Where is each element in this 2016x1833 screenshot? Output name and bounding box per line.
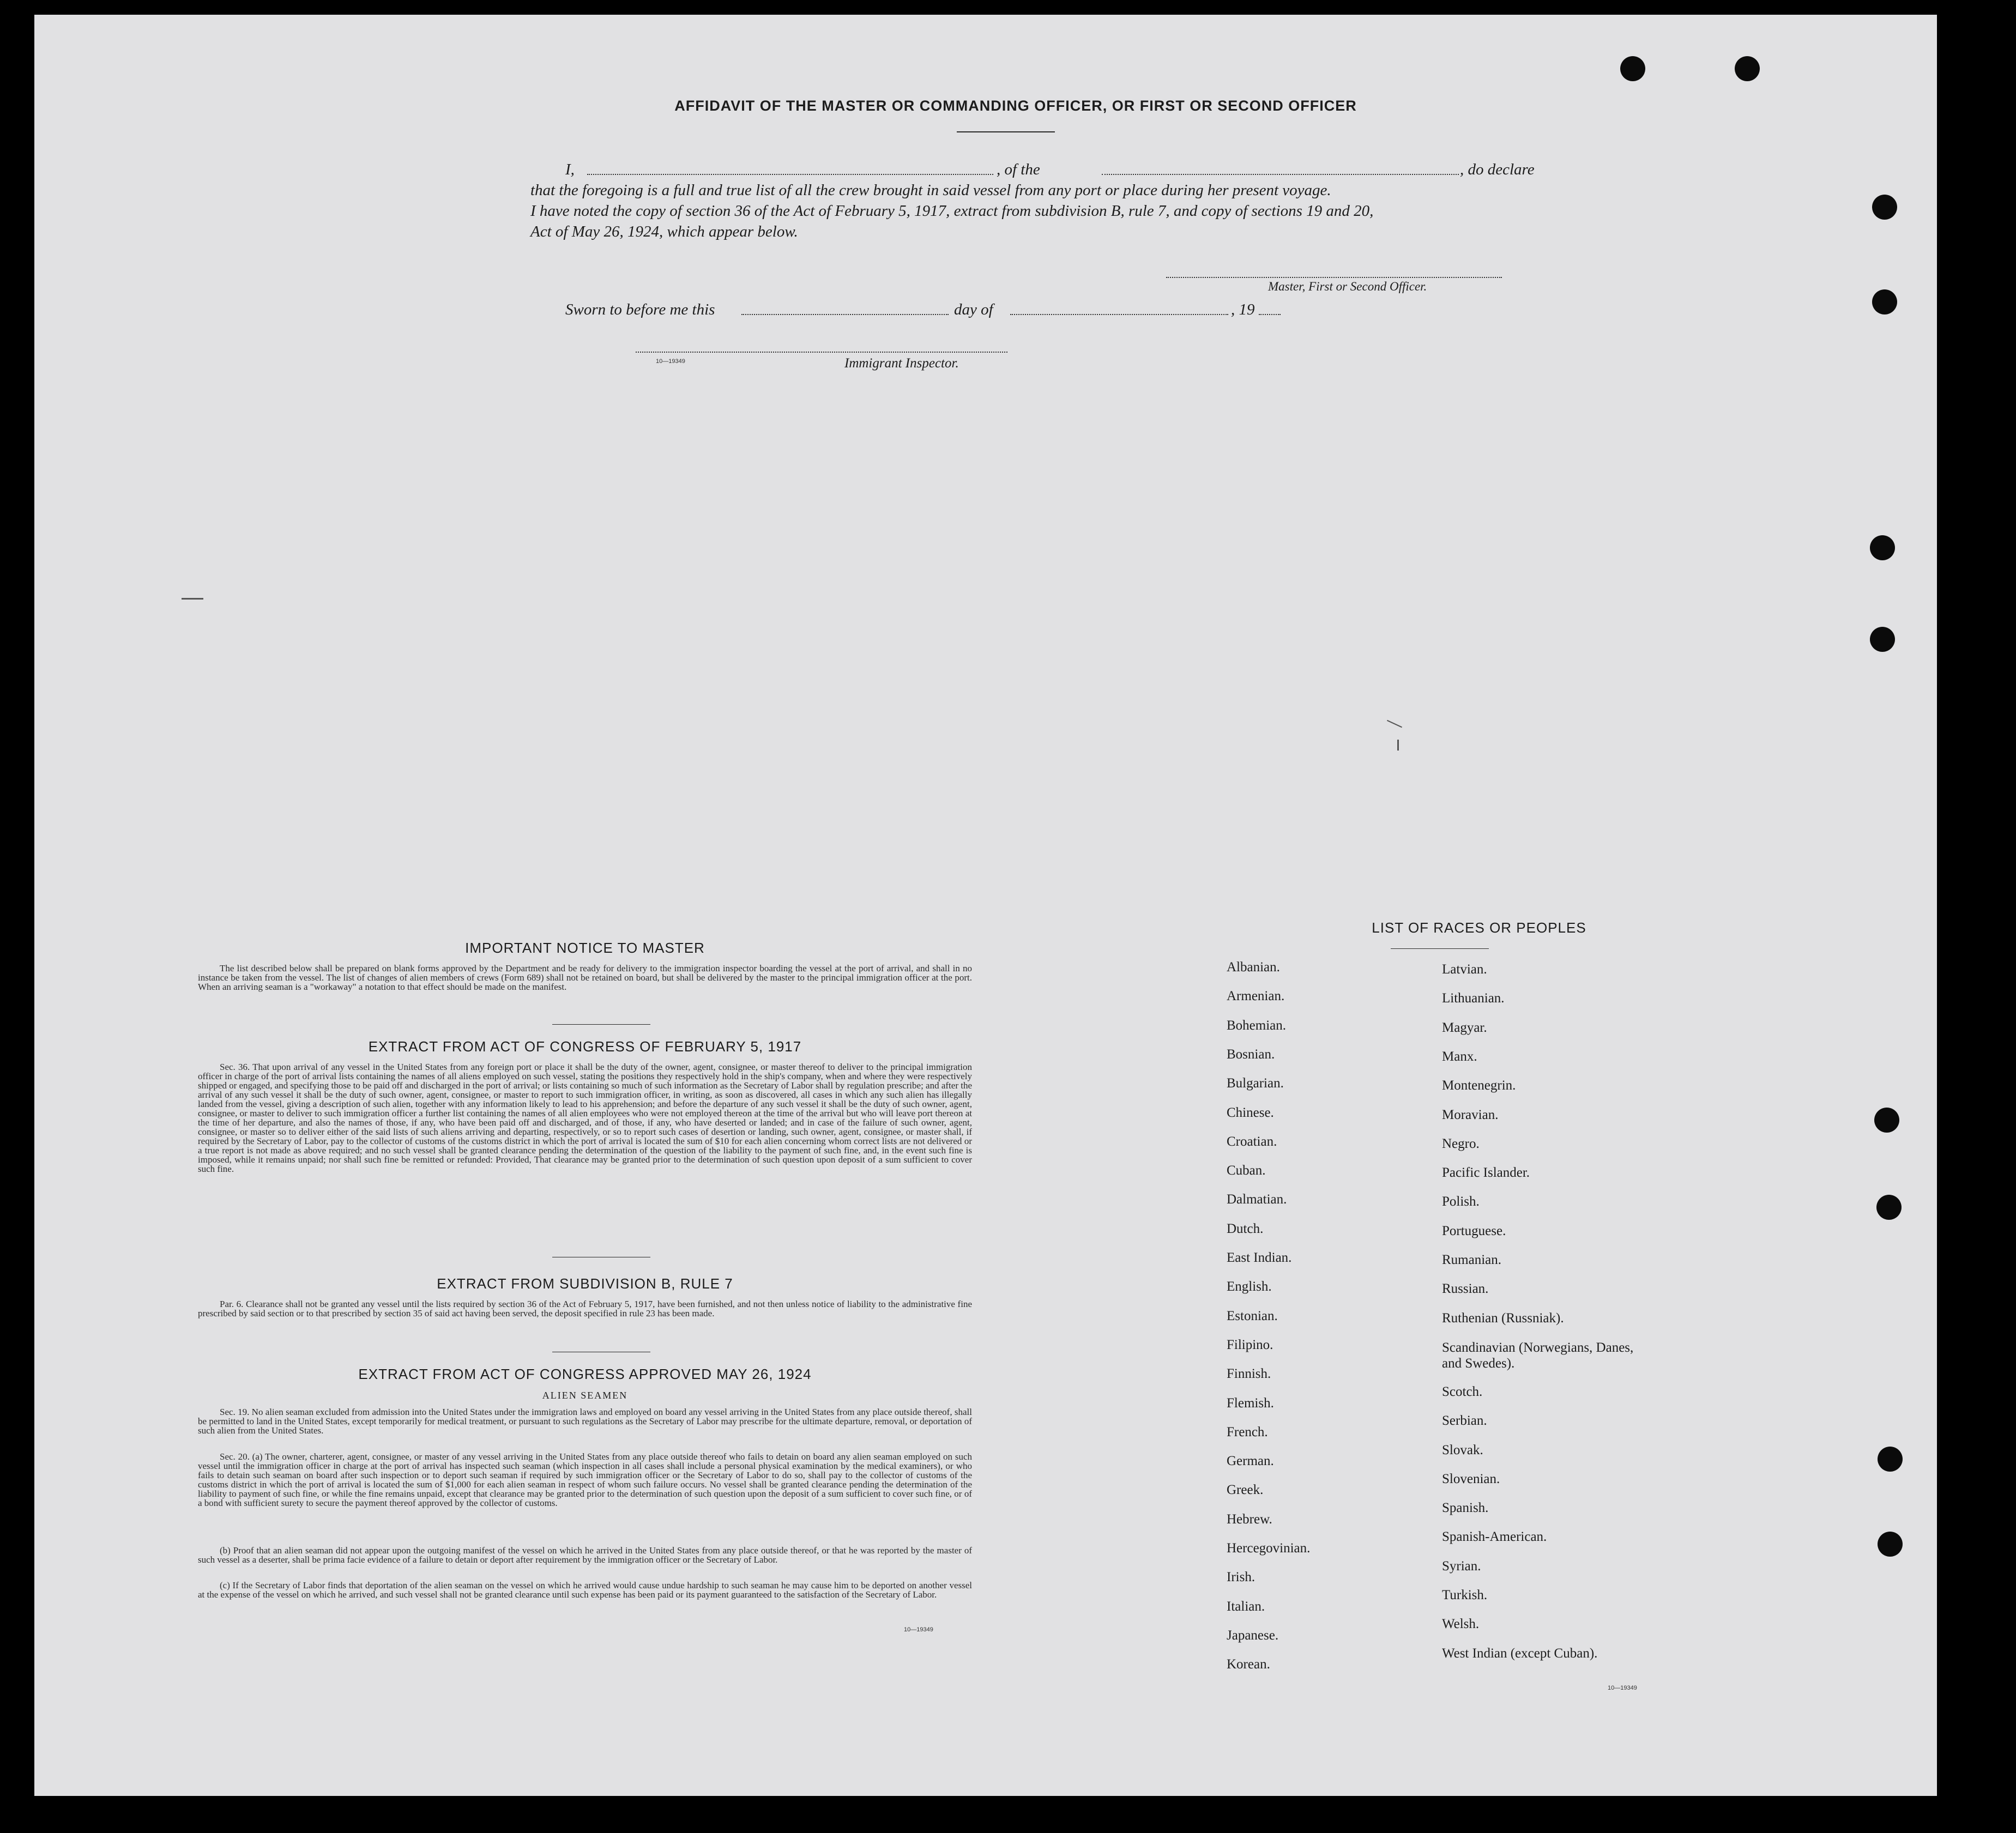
race-item: Chinese. bbox=[1227, 1105, 1274, 1120]
form-number: 10—19349 bbox=[656, 358, 685, 365]
notice-body: The list described below shall be prepared on blank forms approved by the Department and be ready for delivery to the immigration inspector boarding the vessel at the port of arrival, and shall in no instance be taken from the vessel. The list of changes of alien members of crews (Form 689) shall not be retained on board, but shall be delivered by the master to the principal immigration officer at the port. When an arriving seaman is a "workaway" a notation to that effect should be made on the manifest. bbox=[198, 963, 972, 992]
race-item: Syrian. bbox=[1442, 1558, 1481, 1574]
race-item: Scandinavian (Norwegians, Danes, and Swedes). bbox=[1442, 1340, 1634, 1371]
race-item: Bulgarian. bbox=[1227, 1076, 1284, 1091]
race-item: Bosnian. bbox=[1227, 1046, 1275, 1062]
race-item: Negro. bbox=[1442, 1136, 1480, 1151]
race-item: Armenian. bbox=[1227, 989, 1285, 1004]
notice-title: IMPORTANT NOTICE TO MASTER bbox=[465, 940, 705, 956]
name-blank bbox=[587, 174, 993, 175]
race-item: West Indian (except Cuban). bbox=[1442, 1646, 1598, 1661]
race-item: French. bbox=[1227, 1424, 1268, 1439]
race-item: Greek. bbox=[1227, 1483, 1264, 1498]
race-item: Hercegovinian. bbox=[1227, 1541, 1311, 1556]
race-item: Spanish-American. bbox=[1442, 1529, 1547, 1545]
race-item: Slovak. bbox=[1442, 1442, 1483, 1457]
day-of-text: day of bbox=[954, 301, 993, 318]
scan-speck bbox=[182, 598, 203, 600]
races-title: LIST OF RACES OR PEOPLES bbox=[1372, 919, 1586, 936]
race-item: Filipino. bbox=[1227, 1337, 1273, 1352]
race-item: Serbian. bbox=[1442, 1413, 1487, 1429]
race-item: English. bbox=[1227, 1279, 1272, 1294]
race-item: Montenegrin. bbox=[1442, 1078, 1516, 1093]
race-item: Slovenian. bbox=[1442, 1471, 1500, 1486]
race-item: Lithuanian. bbox=[1442, 991, 1505, 1006]
scan-speck bbox=[1397, 740, 1399, 751]
race-item: Scotch. bbox=[1442, 1384, 1483, 1399]
affidavit-of-the: , of the bbox=[997, 161, 1040, 178]
sworn-day-blank bbox=[741, 314, 949, 315]
race-item: Turkish. bbox=[1442, 1588, 1488, 1602]
extract-1917-title: EXTRACT FROM ACT OF CONGRESS OF FEBRUARY 5, 1917 bbox=[368, 1038, 802, 1055]
race-item: Dalmatian. bbox=[1227, 1192, 1287, 1207]
affidavit-declare: , do declare bbox=[1460, 161, 1535, 178]
race-item: Magyar. bbox=[1442, 1020, 1487, 1035]
scan-speck bbox=[1387, 720, 1402, 728]
sec20c-body: (c) If the Secretary of Labor finds that deportation of the alien seaman on the vessel on which he arrived would cause undue hardship to such seaman he may cause him to be deported on another vessel at the expense of the vessel on which he arrived, and such vessel shall not be granted clearance until such expense has been paid or its payment guaranteed to the satisfaction of the Secretary of Labor. bbox=[198, 1580, 972, 1600]
master-signature-blank bbox=[1166, 277, 1502, 278]
race-item: Latvian. bbox=[1442, 962, 1487, 977]
race-item: Finnish. bbox=[1227, 1366, 1271, 1382]
affidavit-line4: Act of May 26, 1924, which appear below. bbox=[530, 223, 798, 240]
section-divider bbox=[1391, 948, 1489, 949]
punch-hole bbox=[1620, 56, 1645, 81]
inspector-label: Immigrant Inspector. bbox=[844, 356, 959, 371]
affidavit-i: I, bbox=[565, 161, 575, 178]
year-blank bbox=[1259, 314, 1281, 315]
race-item: Korean. bbox=[1227, 1657, 1270, 1672]
race-item: Manx. bbox=[1442, 1049, 1477, 1064]
sec19-body: Sec. 19. No alien seaman excluded from admission into the United States under the immigration laws and employed on board any vessel arriving in the United States from any place outside thereof, shall be permitted to land in the United States, except temporarily for medical treatment, or pursuant to such regulations as the Secretary of Labor may prescribe for the ultimate departure, removal, or deportation of such alien from the United States. bbox=[198, 1407, 972, 1436]
race-item: Irish. bbox=[1227, 1570, 1256, 1585]
inspector-signature-blank bbox=[636, 352, 1007, 353]
race-item: Croatian. bbox=[1227, 1134, 1277, 1149]
race-item: Moravian. bbox=[1442, 1107, 1499, 1122]
race-item: Portuguese. bbox=[1442, 1223, 1506, 1238]
alien-seamen-subtitle: ALIEN SEAMEN bbox=[542, 1390, 628, 1401]
race-item: Dutch. bbox=[1227, 1221, 1264, 1236]
extract-1924-title: EXTRACT FROM ACT OF CONGRESS APPROVED MAY 26, 1924 bbox=[358, 1366, 812, 1382]
month-blank bbox=[1010, 314, 1228, 315]
race-item: Japanese. bbox=[1227, 1628, 1279, 1643]
sworn-text: Sworn to before me this bbox=[565, 301, 715, 318]
section-divider bbox=[552, 1024, 650, 1025]
punch-hole bbox=[1735, 56, 1760, 81]
race-item: Ruthenian (Russniak). bbox=[1442, 1310, 1564, 1326]
race-item: Estonian. bbox=[1227, 1308, 1278, 1323]
race-item: Albanian. bbox=[1227, 960, 1280, 975]
race-item: East Indian. bbox=[1227, 1250, 1292, 1265]
affidavit-line2: that the foregoing is a full and true list of all the crew brought in said vessel from any port or place during her present voyage. bbox=[530, 182, 1331, 199]
sec20a-body: Sec. 20. (a) The owner, charterer, agent, consignee, or master of any vessel arriving in the United States from any place outside thereof who fails to detain on board any alien seaman employed on such vessel until the immigration officer in charge at the port of arrival has inspected such seaman (which inspection in all cases shall include a personal physical examination by the medical examiners), or who fails to detain such seaman on board after such inspection or to deport such seaman if required by such immigration officer or the Secretary of Labor to do so, shall pay to the collector of customs of the customs district in which the port of arrival is located the sum of $1,000 for each alien seaman in respect of whom such failure occurs. No vessel shall be granted clearance pending the determination of the liability to payment of such fine, or while the fine remains unpaid, except that clearance may be granted prior to the determination of such question upon the deposit of a sum sufficient to cover such fine, or of a bond with sufficient surety to secure the payment thereof approved by the collector of customs. bbox=[198, 1451, 972, 1508]
punch-hole bbox=[1872, 195, 1897, 220]
race-item: Flemish. bbox=[1227, 1395, 1274, 1411]
year-text: , 19 bbox=[1231, 301, 1255, 318]
punch-hole bbox=[1878, 1532, 1903, 1557]
rule7-title: EXTRACT FROM SUBDIVISION B, RULE 7 bbox=[437, 1275, 733, 1292]
race-item: Spanish. bbox=[1442, 1501, 1489, 1516]
punch-hole bbox=[1874, 1108, 1899, 1133]
race-item: Italian. bbox=[1227, 1599, 1265, 1614]
affidavit-title: AFFIDAVIT OF THE MASTER OR COMMANDING OFFICER, OR FIRST OR SECOND OFFICER bbox=[674, 98, 1357, 114]
race-item: Russian. bbox=[1442, 1281, 1489, 1297]
form-number: 10—19349 bbox=[904, 1626, 933, 1633]
affidavit-line3: I have noted the copy of section 36 of the Act of February 5, 1917, extract from subdivision B, rule 7, and copy of sections 19 and 20, bbox=[530, 202, 1374, 220]
race-item: German. bbox=[1227, 1454, 1274, 1469]
document-page bbox=[34, 15, 1937, 1796]
sworn-line bbox=[530, 301, 1348, 320]
rule7-body: Par. 6. Clearance shall not be granted any vessel until the lists required by section 36 of the Act of February 5, 1917, have been furnished, and not then unless notice of liability to the administrative fine prescribed by said section or to that prescribed by section 35 of said act having been served, the deposit specified in rule 23 has been made. bbox=[198, 1299, 972, 1318]
race-item: Rumanian. bbox=[1442, 1253, 1502, 1267]
title-underline bbox=[957, 131, 1055, 132]
punch-hole bbox=[1872, 289, 1897, 314]
race-item: Welsh. bbox=[1442, 1617, 1480, 1632]
form-number: 10—19349 bbox=[1608, 1685, 1637, 1691]
vessel-blank bbox=[1102, 174, 1459, 175]
race-item: Polish. bbox=[1442, 1194, 1480, 1209]
affidavit-line1 bbox=[530, 161, 1566, 180]
race-item: Cuban. bbox=[1227, 1163, 1266, 1178]
extract-1917-body: Sec. 36. That upon arrival of any vessel in the United States from any foreign port or place it shall be the duty of the owner, agent, consignee, or master thereof to deliver to the principal immigration officer in charge of the port of arrival lists containing the names of all aliens employed on such vessel, stating the positions they respectively hold in the ship's company, when and where they were respectively shipped or engaged, and specifying those to be paid off and discharged in the port of arrival; or lists containing so much of such information as the Secretary of Labor shall by regulation prescribe; and after the arrival of any such vessel it shall be the duty of such owner, agent, consignee, or master to report to such immigration officer, in writing, as soon as discovered, all cases in which any such alien has illegally landed from the vessel, giving a description of such alien, together with any information likely to lead to his apprehension; and before the departure of any such vessel it shall be the duty of such owner, agent, consignee, or master to deliver to such immigration officer a further list containing the names of all alien employees who were not employed thereon at the time of the arrival but who will leave port thereon at the time of her departure, and also the names of those, if any, who have been paid off and discharged, and of those, if any, who have deserted or landed; and in case of the failure of such owner, agent, consignee, or master so to deliver either of the said lists of such aliens arriving and departing, respectively, or so to report such cases of desertion or landing, such owner, agent, consignee, or master shall, if required by the Secretary of Labor, pay to the collector of customs of the customs district in which the port of arrival is located the sum of $10 for each alien concerning whom correct lists are not delivered or a true report is not made as above required; and no such vessel shall be granted clearance pending the determination of the question of the liability to the payment of such fine, and, in the event such fine is imposed, while it remains unpaid; nor shall such fine be remitted or refunded: Provided, That clearance may be granted prior to the determination of such question upon deposit of a sum sufficient to cover such fine. bbox=[198, 1062, 972, 1174]
punch-hole bbox=[1870, 535, 1895, 560]
race-item: Hebrew. bbox=[1227, 1511, 1272, 1527]
race-item: Bohemian. bbox=[1227, 1018, 1287, 1033]
punch-hole bbox=[1878, 1447, 1903, 1472]
master-label: Master, First or Second Officer. bbox=[1268, 280, 1427, 293]
sec20b-body: (b) Proof that an alien seaman did not appear upon the outgoing manifest of the vessel on which he arrived in the United States from any place outside thereof, or that he was reported by the master of such vessel as a deserter, shall be prima facie evidence of a failure to detain or deport after requirement by the immigration officer or the Secretary of Labor. bbox=[198, 1545, 972, 1565]
punch-hole bbox=[1870, 627, 1895, 652]
race-item: Pacific Islander. bbox=[1442, 1165, 1530, 1181]
punch-hole bbox=[1876, 1195, 1902, 1220]
